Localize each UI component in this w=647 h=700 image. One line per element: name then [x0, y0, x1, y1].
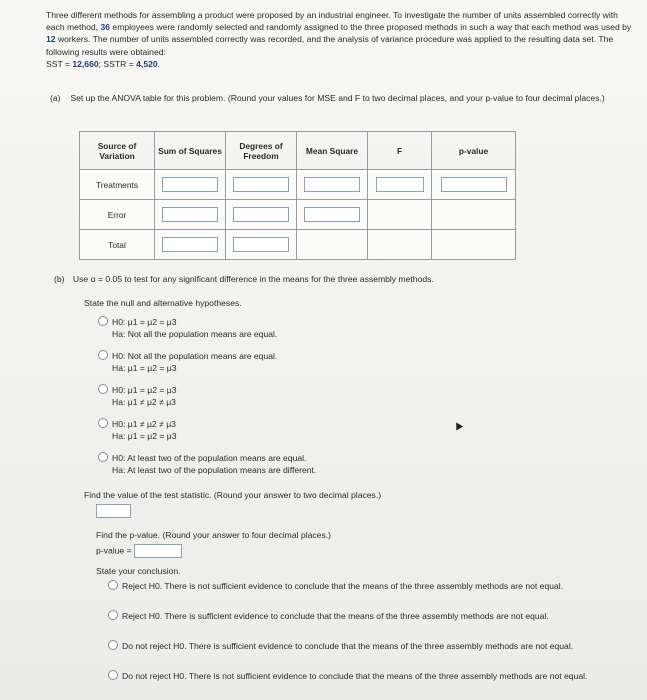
- test-statistic-prompt: Find the value of the test statistic. (Round your answer to two decimal places.): [84, 490, 382, 500]
- part-a-instructions: Set up the ANOVA table for this problem. (Round your values for MSE and F to two decimal places, and your p-value to four decimal places.): [70, 93, 605, 103]
- treatments-ms-input[interactable]: [304, 177, 360, 192]
- row-label-treatments: Treatments: [80, 170, 155, 200]
- row-label-error: Error: [80, 200, 155, 230]
- sstr-value: 4,520: [136, 58, 158, 69]
- problem-statement: Three different methods for assembling a product were proposed by an industrial engineer. To investigate the number of units assembled correctly with each method, 36 employees were randomly selected and randomly assigned to the three proposed methods in such a way that each method was used by 12 workers. The number of units assembled correctly was recorded, and the analysis of variance procedure was applied to the resulting data set. The following results were obtained: SST = 12,660; SSTR = 4,520.: [46, 10, 632, 69]
- p-value-label: p-value =: [96, 545, 134, 556]
- conclusion-option-3[interactable]: Do not reject H0. There is sufficient evidence to conclude that the means of the three assembly methods are not equal.: [108, 640, 588, 652]
- total-df-input[interactable]: [233, 237, 289, 252]
- header-p-value: p-value: [432, 132, 516, 170]
- mouse-cursor-icon: [453, 420, 463, 430]
- test-statistic-input[interactable]: [96, 504, 131, 518]
- p-value-prompt: Find the p-value. (Round your answer to four decimal places.): [96, 530, 332, 540]
- header-f: F: [368, 132, 432, 170]
- sst-value: 12,660: [72, 58, 99, 69]
- radio-icon[interactable]: [108, 610, 118, 620]
- error-ms-input[interactable]: [304, 207, 360, 222]
- radio-icon[interactable]: [98, 452, 108, 462]
- header-source: Source of Variation: [80, 132, 155, 170]
- employees-count: 36: [100, 22, 111, 33]
- total-ss-input[interactable]: [162, 237, 218, 252]
- hypothesis-option-3[interactable]: H0: μ1 = μ2 = μ3: [98, 384, 177, 395]
- table-row-error: [80, 200, 516, 230]
- table-row-total: [80, 230, 516, 260]
- row-label-total: Total: [80, 230, 155, 260]
- workers-count: 12: [46, 34, 56, 45]
- error-ss-input[interactable]: [162, 207, 218, 222]
- hypotheses-prompt: State the null and alternative hypotheses.: [84, 298, 242, 308]
- part-a-letter: (a): [50, 93, 61, 103]
- radio-icon[interactable]: [98, 316, 108, 326]
- conclusion-option-1[interactable]: Reject H0. There is not sufficient evidence to conclude that the means of the three assembly methods are not equal.: [108, 580, 588, 592]
- header-mean-square: Mean Square: [297, 132, 368, 170]
- hypothesis-option-2[interactable]: H0: Not all the population means are equal.: [98, 350, 277, 361]
- radio-icon[interactable]: [98, 350, 108, 360]
- page: Three different methods for assembling a product were proposed by an industrial engineer. To investigate the number of units assembled correctly with each method, 36 employees were randomly selected and randomly assigned to the three proposed methods in such a way that each method was used by 12 workers. The number of units assembled correctly was recorded, and the analysis of variance procedure was applied to the resulting data set. The following results were obtained: SST = 12,660; SSTR = 4,520. (a) Set up the ANOVA table for this problem. (Round your values for MSE and F to two decimal places, and your p-value to four decimal places.) Source of Variation Sum of Squares Degrees of Freedom Mean Square F p-value Treatments Error Total (b) Use α = 0.05 to test for any significant difference in the means for the three assembly methods. State the null and alternative hypotheses. H0: μ1 = μ2 = μ3 Ha: Not all the population means are equal. H0: Not all the population means are equal. Ha: μ1 = μ2 = μ3 H0: μ1 = μ2 = μ3 Ha: μ1 ≠ μ2 ≠ μ3 H0: μ1 ≠ μ2 ≠ μ3 Ha: μ1 = μ2 = μ3 H0: At least two of the population means are equal. Ha: At least two of the population means are different. Find the value of the test statistic. (Round your answer to two decimal places.) Find the p-value. (Round your answer to four decimal places.) p-value = State your conclusion. Reject H0. There is not sufficient evidence to conclude that the means of the three assembly methods are not equal. Reject H0. There is sufficient evidence to conclude that the means of the three assembly methods are not equal. Do not reject H0. There is sufficient evidence to conclude that the means of the three assembly methods are not equal. Do not reject H0. There is not sufficient evidence to conclude that the means of the three assembly methods are not equal.: [0, 0, 647, 700]
- hypothesis-option-5[interactable]: H0: At least two of the population means are equal.: [98, 452, 306, 463]
- radio-icon[interactable]: [98, 418, 108, 428]
- header-sum-squares: Sum of Squares: [155, 132, 226, 170]
- part-a: [50, 92, 630, 104]
- p-value-table-input[interactable]: [441, 177, 507, 192]
- radio-icon[interactable]: [108, 580, 118, 590]
- sstr-label: ; SSTR =: [98, 58, 137, 69]
- p-value-input[interactable]: [134, 544, 182, 558]
- radio-icon[interactable]: [108, 670, 118, 680]
- intro-text-2: employees were randomly selected and randomly assigned to the three proposed methods in such a way that each method was used by: [110, 22, 632, 33]
- treatments-df-input[interactable]: [233, 177, 289, 192]
- treatments-ss-input[interactable]: [162, 177, 218, 192]
- intro-text-1: Three different methods for assembling a product were proposed by an industrial engineer. To investigate the number of units assembled correctly with each method,: [46, 10, 618, 33]
- error-df-input[interactable]: [233, 207, 289, 222]
- conclusion-prompt: State your conclusion.: [96, 566, 181, 576]
- hypothesis-option-4[interactable]: H0: μ1 ≠ μ2 ≠ μ3: [98, 418, 176, 429]
- table-row-treatments: [80, 170, 516, 200]
- intro-text-3: workers. The number of units assembled correctly was recorded, and the analysis of variance procedure was applied to the resulting data set. The following results were obtained:: [46, 34, 614, 57]
- conclusion-option-4[interactable]: Do not reject H0. There is not sufficient evidence to conclude that the means of the three assembly methods are not equal.: [108, 670, 588, 682]
- conclusion-option-2[interactable]: Reject H0. There is sufficient evidence to conclude that the means of the three assembly methods are not equal.: [108, 610, 588, 622]
- radio-icon[interactable]: [98, 384, 108, 394]
- part-b-instructions: Use α = 0.05 to test for any significant difference in the means for the three assembly methods.: [72, 274, 434, 284]
- hypothesis-option-1[interactable]: H0: μ1 = μ2 = μ3: [98, 316, 177, 327]
- anova-table: [79, 131, 516, 260]
- f-input[interactable]: [376, 177, 424, 192]
- part-b-letter: (b): [54, 274, 65, 284]
- header-degrees-freedom: Degrees of Freedom: [226, 132, 297, 170]
- radio-icon[interactable]: [108, 640, 118, 650]
- sst-label: SST =: [46, 58, 73, 69]
